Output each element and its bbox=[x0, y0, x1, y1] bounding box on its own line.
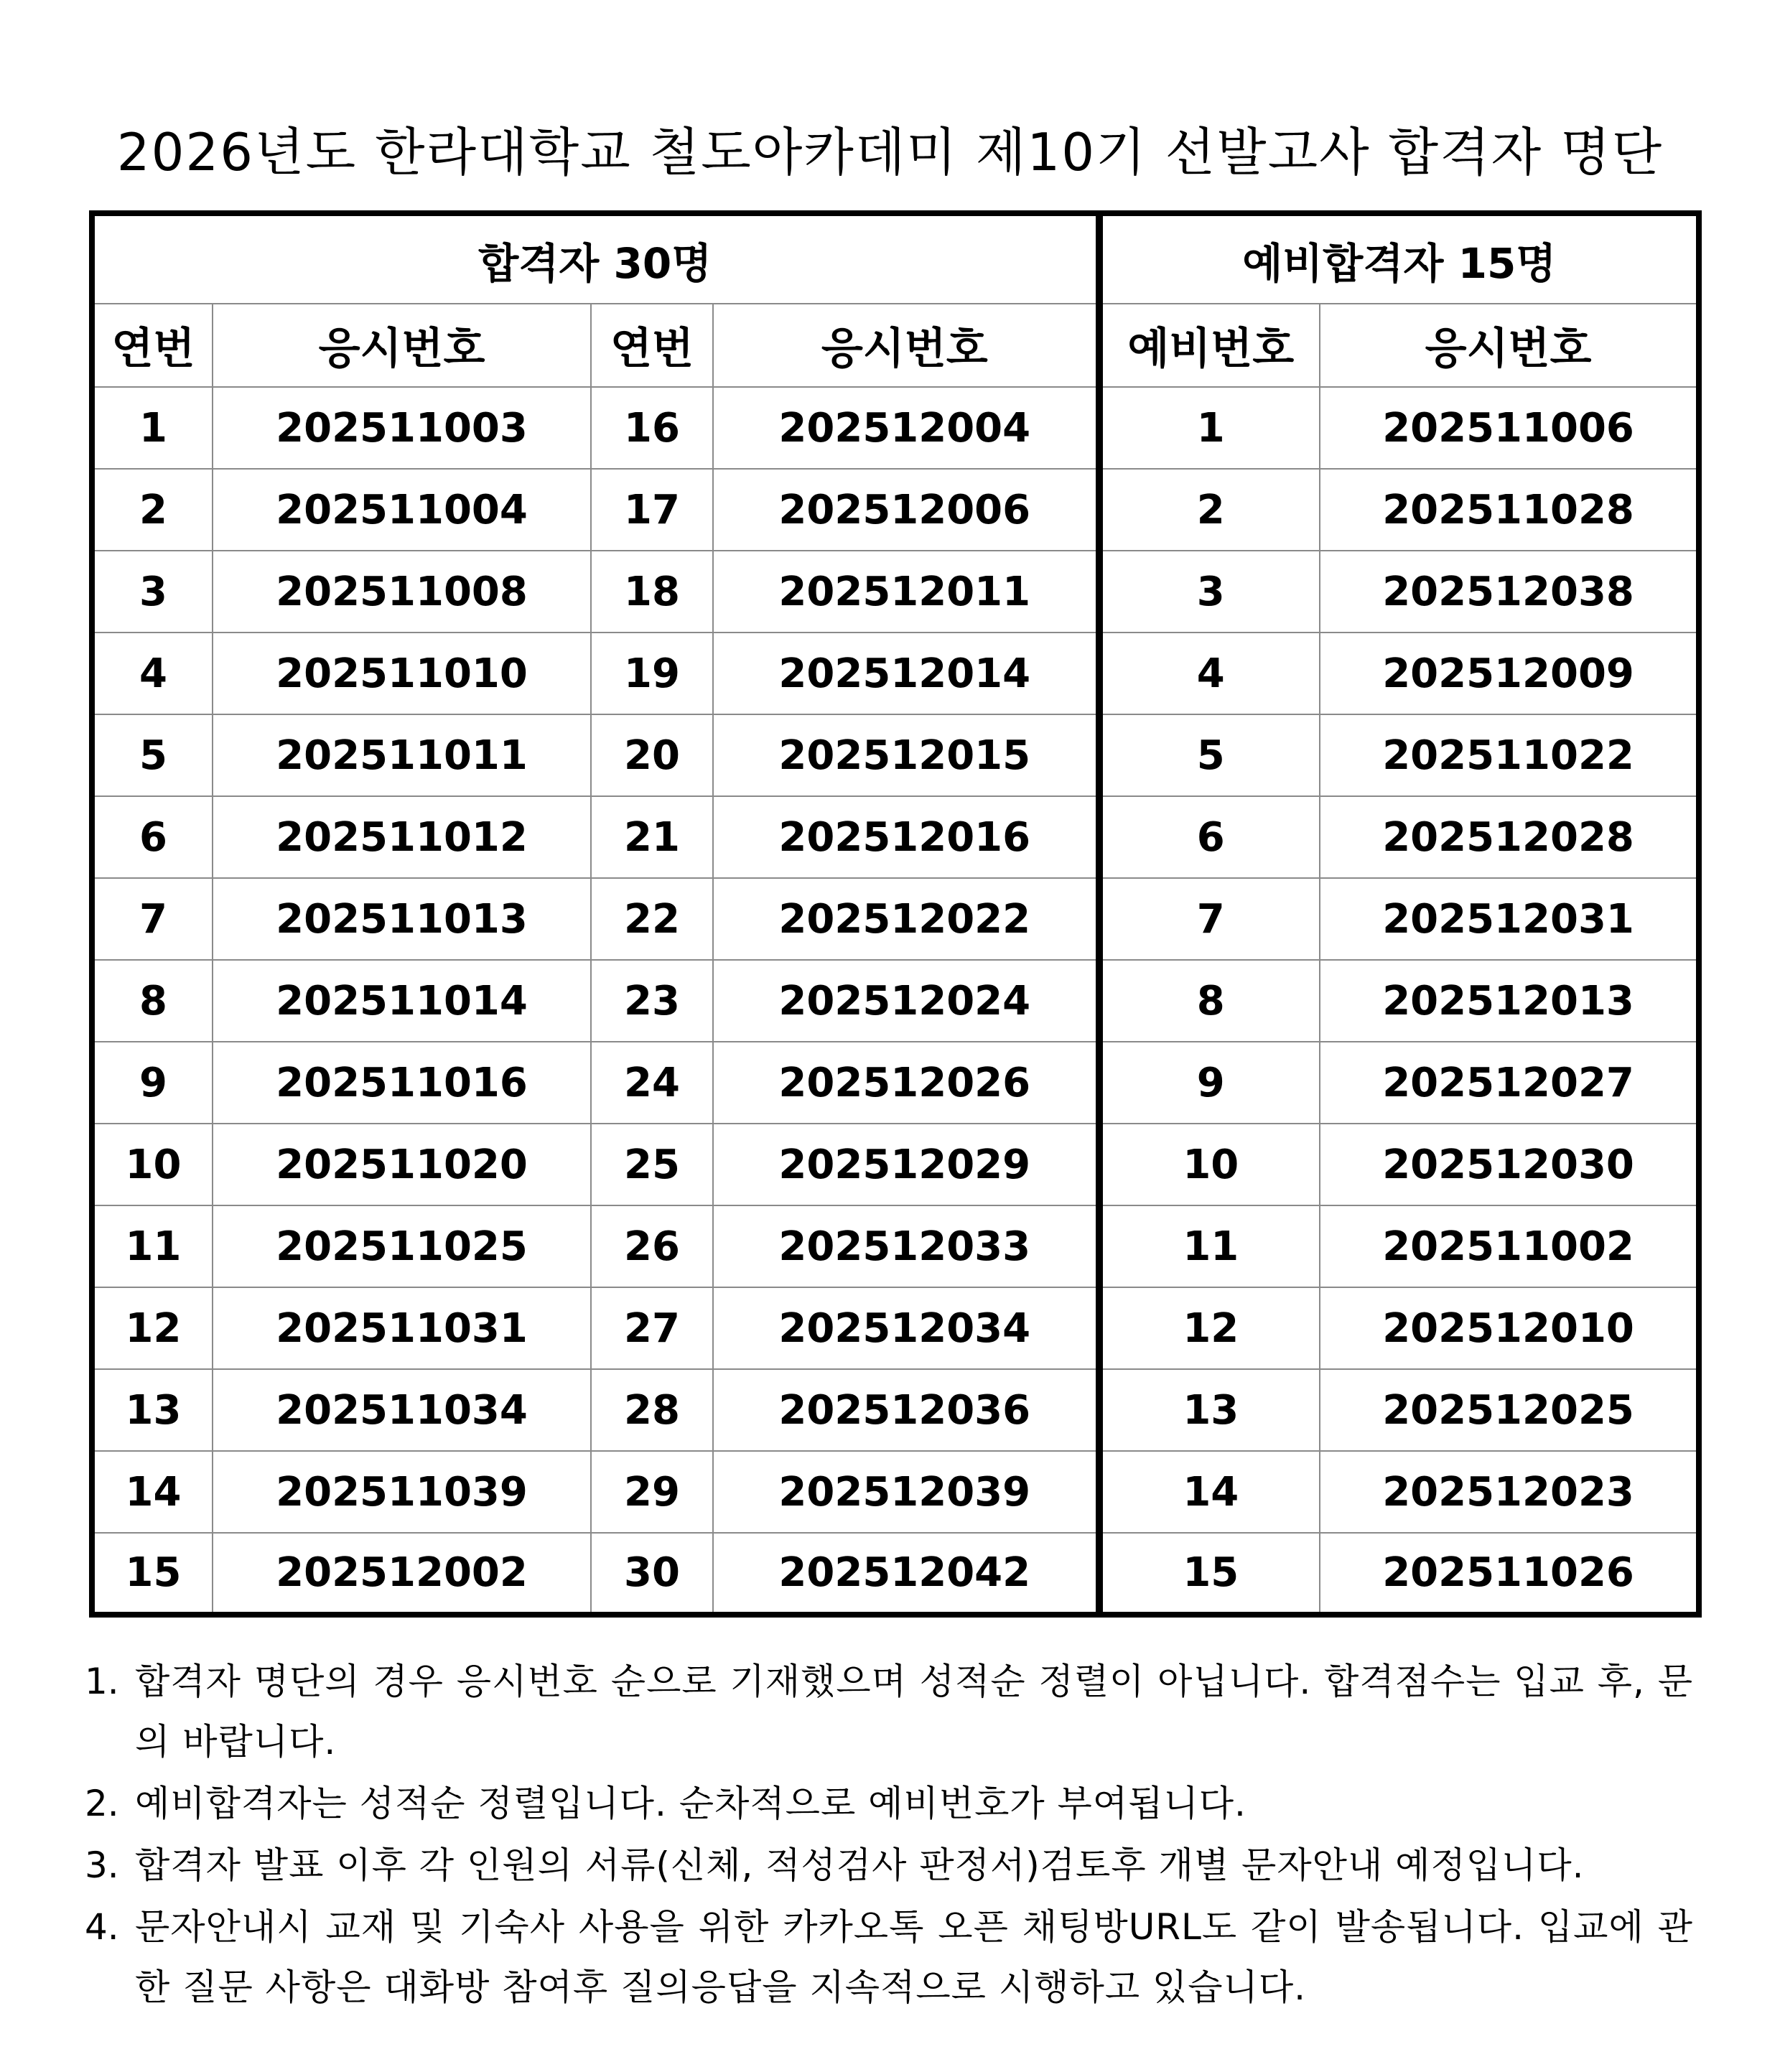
table-row bbox=[1101, 551, 1699, 633]
seq-cell: 17 bbox=[591, 469, 713, 551]
exam-number-cell: 202512006 bbox=[713, 469, 1097, 551]
exam-number-cell: 202511028 bbox=[1320, 469, 1699, 551]
exam-number-cell: 202512027 bbox=[1320, 1042, 1699, 1124]
exam-number-cell: 202512026 bbox=[713, 1042, 1097, 1124]
seq-cell: 15 bbox=[92, 1533, 213, 1615]
seq-cell: 6 bbox=[92, 796, 213, 878]
note-number: 4. bbox=[85, 1906, 119, 1948]
reserve-number-cell: 7 bbox=[1101, 878, 1320, 960]
reserve-number-cell: 3 bbox=[1101, 551, 1320, 633]
passed-col-exam-b: 응시번호 bbox=[713, 304, 1097, 387]
exam-number-cell: 202512038 bbox=[1320, 551, 1699, 633]
exam-number-cell: 202512025 bbox=[1320, 1369, 1699, 1451]
seq-cell: 20 bbox=[591, 714, 713, 796]
reserve-number-cell: 6 bbox=[1101, 796, 1320, 878]
reserve-number-cell: 1 bbox=[1101, 387, 1320, 469]
exam-number-cell: 202511026 bbox=[1320, 1533, 1699, 1615]
exam-number-cell: 202511013 bbox=[213, 878, 591, 960]
seq-cell: 26 bbox=[591, 1205, 713, 1287]
table-row bbox=[1101, 1369, 1699, 1451]
reserve-number-cell: 11 bbox=[1101, 1205, 1320, 1287]
table-row bbox=[92, 1042, 1097, 1124]
table-row bbox=[1101, 960, 1699, 1042]
exam-number-cell: 202512013 bbox=[1320, 960, 1699, 1042]
table-row bbox=[1101, 1205, 1699, 1287]
results-tables bbox=[89, 210, 1692, 1616]
reserve-number-cell: 9 bbox=[1101, 1042, 1320, 1124]
reserve-number-cell: 5 bbox=[1101, 714, 1320, 796]
seq-cell: 5 bbox=[92, 714, 213, 796]
seq-cell: 30 bbox=[591, 1533, 713, 1615]
note-number: 2. bbox=[85, 1783, 119, 1824]
note-text: 예비합격자는 성적순 정렬입니다. 순차적으로 예비번호가 부여됩니다. bbox=[135, 1783, 1247, 1824]
reserve-table-body bbox=[1101, 387, 1699, 1615]
table-row bbox=[92, 633, 1097, 714]
exam-number-cell: 202512009 bbox=[1320, 633, 1699, 714]
exam-number-cell: 202511006 bbox=[1320, 387, 1699, 469]
seq-cell: 16 bbox=[591, 387, 713, 469]
note-item bbox=[85, 1835, 1693, 1895]
table-row bbox=[92, 469, 1097, 551]
exam-number-cell: 202512023 bbox=[1320, 1451, 1699, 1533]
seq-cell: 7 bbox=[92, 878, 213, 960]
note-text: 합격자 발표 이후 각 인원의 서류(신체, 적성검사 판정서)검토후 개별 문자안내 예정입니다. bbox=[135, 1844, 1585, 1886]
table-row bbox=[92, 878, 1097, 960]
table-row bbox=[92, 1369, 1097, 1451]
table-row bbox=[92, 960, 1097, 1042]
note-item bbox=[85, 1773, 1693, 1834]
seq-cell: 2 bbox=[92, 469, 213, 551]
table-row bbox=[1101, 1533, 1699, 1615]
exam-number-cell: 202512024 bbox=[713, 960, 1097, 1042]
exam-number-cell: 202511004 bbox=[213, 469, 591, 551]
exam-number-cell: 202512042 bbox=[713, 1533, 1097, 1615]
exam-number-cell: 202512036 bbox=[713, 1369, 1097, 1451]
exam-number-cell: 202511014 bbox=[213, 960, 591, 1042]
reserve-number-cell: 4 bbox=[1101, 633, 1320, 714]
exam-number-cell: 202512010 bbox=[1320, 1287, 1699, 1369]
table-row bbox=[1101, 796, 1699, 878]
page-title: 2026년도 한라대학교 철도아카데미 제10기 선발고사 합격자 명단 bbox=[116, 122, 1664, 182]
seq-cell: 21 bbox=[591, 796, 713, 878]
exam-number-cell: 202511003 bbox=[213, 387, 591, 469]
exam-number-cell: 202512028 bbox=[1320, 796, 1699, 878]
exam-number-cell: 202511025 bbox=[213, 1205, 591, 1287]
seq-cell: 22 bbox=[591, 878, 713, 960]
exam-number-cell: 202512004 bbox=[713, 387, 1097, 469]
seq-cell: 9 bbox=[92, 1042, 213, 1124]
table-row bbox=[1101, 1451, 1699, 1533]
reserve-col-exam: 응시번호 bbox=[1320, 304, 1699, 387]
reserve-number-cell: 2 bbox=[1101, 469, 1320, 551]
passed-col-seq-b: 연번 bbox=[591, 304, 713, 387]
passed-col-exam-a: 응시번호 bbox=[213, 304, 591, 387]
note-number: 3. bbox=[85, 1844, 119, 1886]
exam-number-cell: 202511011 bbox=[213, 714, 591, 796]
seq-cell: 13 bbox=[92, 1369, 213, 1451]
exam-number-cell: 202512015 bbox=[713, 714, 1097, 796]
table-row bbox=[1101, 1124, 1699, 1205]
seq-cell: 4 bbox=[92, 633, 213, 714]
table-row bbox=[92, 1205, 1097, 1287]
table-row bbox=[92, 714, 1097, 796]
note-item bbox=[85, 1897, 1693, 2017]
seq-cell: 29 bbox=[591, 1451, 713, 1533]
exam-number-cell: 202511020 bbox=[213, 1124, 591, 1205]
table-row bbox=[92, 1533, 1097, 1615]
seq-cell: 28 bbox=[591, 1369, 713, 1451]
reserve-number-cell: 13 bbox=[1101, 1369, 1320, 1451]
reserve-group-title: 예비합격자 15명 bbox=[1101, 213, 1699, 304]
exam-number-cell: 202512014 bbox=[713, 633, 1097, 714]
table-row bbox=[1101, 714, 1699, 796]
reserve-number-cell: 12 bbox=[1101, 1287, 1320, 1369]
exam-number-cell: 202512030 bbox=[1320, 1124, 1699, 1205]
exam-number-cell: 202511002 bbox=[1320, 1205, 1699, 1287]
note-number: 1. bbox=[85, 1661, 119, 1702]
exam-number-cell: 202512034 bbox=[713, 1287, 1097, 1369]
note-text: 합격자 명단의 경우 응시번호 순으로 기재했으며 성적순 정렬이 아닙니다. 합격점수는 입교 후, 문의 바랍니다. bbox=[135, 1661, 1693, 1763]
passed-table-body bbox=[92, 387, 1097, 1615]
note-text: 문자안내시 교재 및 기숙사 사용을 위한 카카오톡 오픈 채팅방URL도 같이 발송됩니다. 입교에 관한 질문 사항은 대화방 참여후 질의응답을 지속적으로 시행하고 있습니다. bbox=[135, 1906, 1693, 2008]
seq-cell: 12 bbox=[92, 1287, 213, 1369]
exam-number-cell: 202511031 bbox=[213, 1287, 591, 1369]
table-row bbox=[1101, 1042, 1699, 1124]
table-row bbox=[1101, 469, 1699, 551]
exam-number-cell: 202512029 bbox=[713, 1124, 1097, 1205]
reserve-table bbox=[1099, 210, 1702, 1618]
seq-cell: 23 bbox=[591, 960, 713, 1042]
exam-number-cell: 202511008 bbox=[213, 551, 591, 633]
notes-list bbox=[85, 1651, 1693, 2019]
exam-number-cell: 202511010 bbox=[213, 633, 591, 714]
exam-number-cell: 202512039 bbox=[713, 1451, 1097, 1533]
seq-cell: 8 bbox=[92, 960, 213, 1042]
table-row bbox=[1101, 633, 1699, 714]
seq-cell: 19 bbox=[591, 633, 713, 714]
exam-number-cell: 202511022 bbox=[1320, 714, 1699, 796]
passed-table bbox=[89, 210, 1099, 1618]
passed-col-seq-a: 연번 bbox=[92, 304, 213, 387]
table-row bbox=[92, 1124, 1097, 1205]
seq-cell: 14 bbox=[92, 1451, 213, 1533]
exam-number-cell: 202511034 bbox=[213, 1369, 591, 1451]
seq-cell: 18 bbox=[591, 551, 713, 633]
reserve-number-cell: 8 bbox=[1101, 960, 1320, 1042]
seq-cell: 25 bbox=[591, 1124, 713, 1205]
exam-number-cell: 202511039 bbox=[213, 1451, 591, 1533]
table-row bbox=[92, 796, 1097, 878]
exam-number-cell: 202512002 bbox=[213, 1533, 591, 1615]
exam-number-cell: 202511012 bbox=[213, 796, 591, 878]
table-row bbox=[92, 1287, 1097, 1369]
exam-number-cell: 202512031 bbox=[1320, 878, 1699, 960]
exam-number-cell: 202511016 bbox=[213, 1042, 591, 1124]
seq-cell: 11 bbox=[92, 1205, 213, 1287]
exam-number-cell: 202512033 bbox=[713, 1205, 1097, 1287]
note-item bbox=[85, 1651, 1693, 1772]
table-row bbox=[1101, 387, 1699, 469]
seq-cell: 27 bbox=[591, 1287, 713, 1369]
table-row bbox=[92, 387, 1097, 469]
exam-number-cell: 202512016 bbox=[713, 796, 1097, 878]
seq-cell: 3 bbox=[92, 551, 213, 633]
table-row bbox=[92, 551, 1097, 633]
exam-number-cell: 202512022 bbox=[713, 878, 1097, 960]
reserve-number-cell: 15 bbox=[1101, 1533, 1320, 1615]
reserve-number-cell: 10 bbox=[1101, 1124, 1320, 1205]
seq-cell: 24 bbox=[591, 1042, 713, 1124]
reserve-col-seq: 예비번호 bbox=[1101, 304, 1320, 387]
table-row bbox=[1101, 878, 1699, 960]
passed-group-title: 합격자 30명 bbox=[92, 213, 1097, 304]
table-row bbox=[1101, 1287, 1699, 1369]
table-row bbox=[92, 1451, 1097, 1533]
seq-cell: 10 bbox=[92, 1124, 213, 1205]
reserve-number-cell: 14 bbox=[1101, 1451, 1320, 1533]
seq-cell: 1 bbox=[92, 387, 213, 469]
exam-number-cell: 202512011 bbox=[713, 551, 1097, 633]
